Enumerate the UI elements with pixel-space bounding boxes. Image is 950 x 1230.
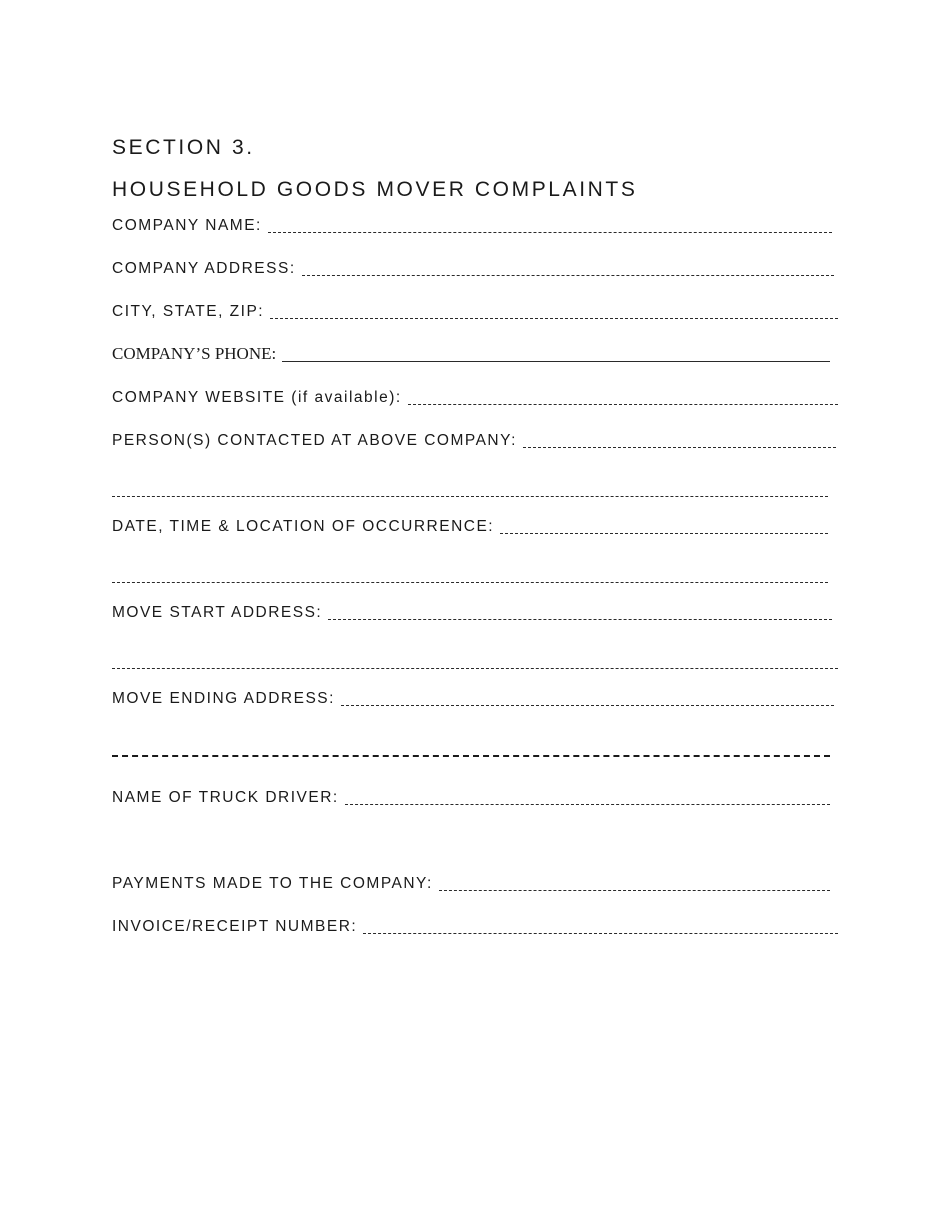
company-name-blank[interactable] — [268, 232, 832, 233]
move-start-address-continuation — [112, 648, 838, 672]
move-start-address-blank[interactable] — [328, 619, 832, 620]
date-time-location-continuation — [112, 562, 828, 586]
move-ending-address-blank[interactable] — [341, 705, 834, 706]
persons-contacted-field — [112, 427, 836, 451]
date-time-location-blank-line-2[interactable] — [112, 582, 828, 583]
move-start-address-field — [112, 599, 832, 623]
move-ending-address-blank-line-2[interactable] — [112, 755, 830, 757]
company-name-field — [112, 212, 832, 236]
company-website-label: COMPANY WEBSITE (if available): — [112, 388, 402, 406]
company-website-blank[interactable] — [408, 404, 838, 405]
payments-made-label: PAYMENTS MADE TO THE COMPANY: — [112, 874, 433, 892]
city-state-zip-label: CITY, STATE, ZIP: — [112, 302, 265, 320]
company-website-field — [112, 384, 838, 408]
persons-contacted-blank-line-2[interactable] — [112, 496, 828, 497]
company-address-blank[interactable] — [302, 275, 834, 276]
city-state-zip-field — [112, 298, 838, 322]
form-title: HOUSEHOLD GOODS MOVER COMPLAINTS — [112, 178, 638, 201]
truck-driver-field — [112, 784, 830, 808]
move-start-address-blank-line-2[interactable] — [112, 668, 838, 669]
persons-contacted-continuation — [112, 476, 828, 500]
company-address-field — [112, 255, 834, 279]
truck-driver-label: NAME OF TRUCK DRIVER: — [112, 788, 339, 806]
move-ending-address-label: MOVE ENDING ADDRESS: — [112, 689, 335, 707]
company-phone-field — [112, 341, 830, 365]
move-ending-address-continuation — [112, 736, 830, 760]
payments-made-field — [112, 870, 830, 894]
invoice-receipt-label: INVOICE/RECEIPT NUMBER: — [112, 917, 358, 935]
date-time-location-label: DATE, TIME & LOCATION OF OCCURRENCE: — [112, 517, 495, 535]
city-state-zip-blank[interactable] — [270, 318, 838, 319]
invoice-receipt-field — [112, 913, 838, 937]
payments-made-blank[interactable] — [439, 890, 830, 891]
section-title: SECTION 3. — [112, 136, 255, 159]
company-phone-blank[interactable] — [282, 361, 830, 362]
company-address-label: COMPANY ADDRESS: — [112, 259, 296, 277]
persons-contacted-label: PERSON(S) CONTACTED AT ABOVE COMPANY: — [112, 431, 517, 449]
date-time-location-field — [112, 513, 828, 537]
truck-driver-blank[interactable] — [345, 804, 830, 805]
company-name-label: COMPANY NAME: — [112, 216, 262, 234]
move-start-address-label: MOVE START ADDRESS: — [112, 603, 323, 621]
company-phone-label: COMPANY’S PHONE: — [112, 344, 277, 363]
invoice-receipt-blank[interactable] — [363, 933, 838, 934]
date-time-location-blank[interactable] — [500, 533, 828, 534]
move-ending-address-field — [112, 685, 834, 709]
persons-contacted-blank[interactable] — [523, 447, 836, 448]
